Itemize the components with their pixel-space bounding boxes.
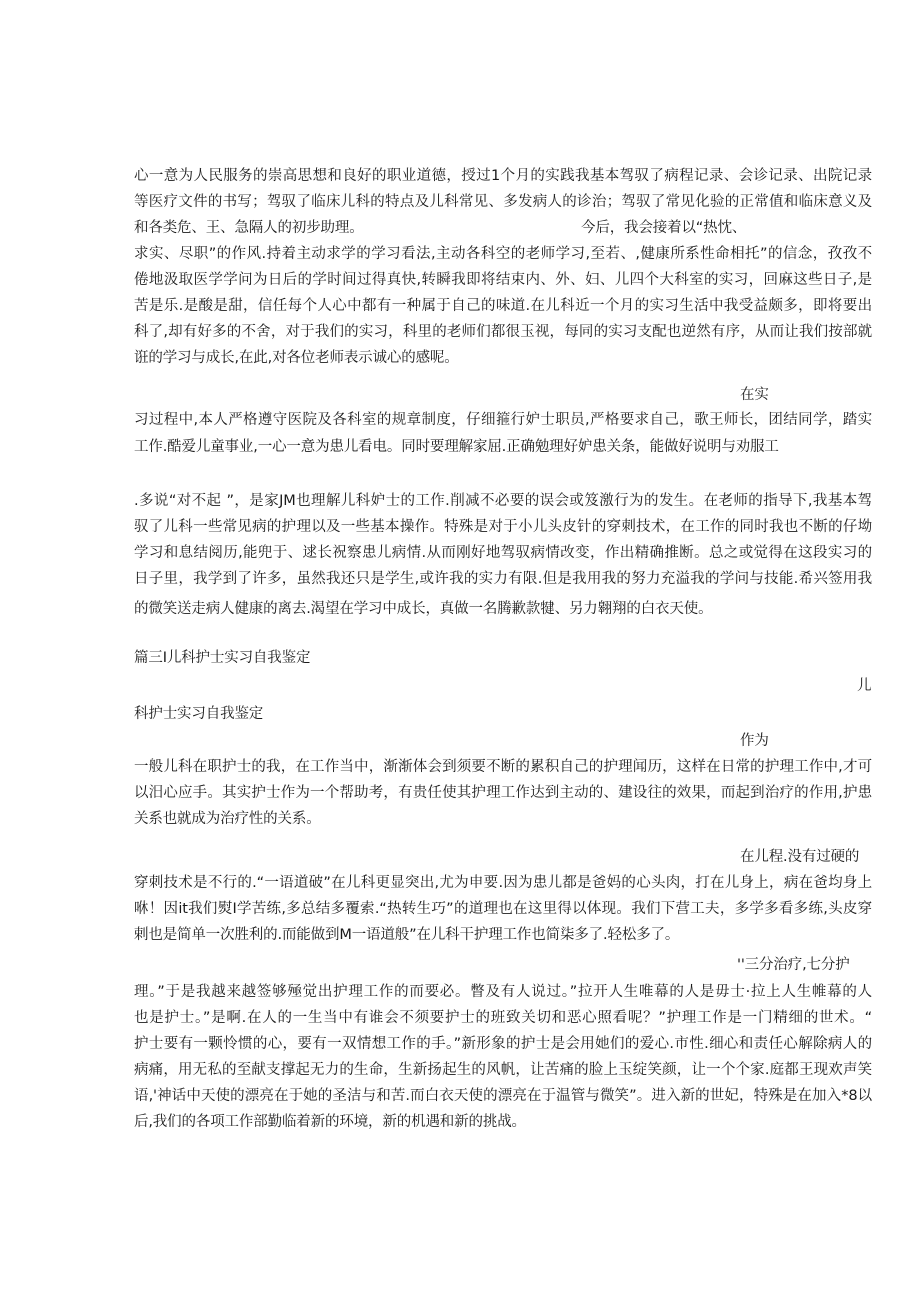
text-line: 作为 <box>740 733 769 749</box>
text-line: 等医疗文件的书写；驾驭了临床儿科的特点及儿科常见、多发病人的诊治；驾驭了常见化验的正常值和临床意义及 <box>134 194 872 210</box>
text-line: 日子里，我学到了许多，虽然我还只是学生,或许我的实力有限.但是我用我的努力充溢我的学问与技能.希兴签用我 <box>134 571 872 587</box>
text-line: 心一意为人民服务的崇高思想和良好的职业道德，授过1个月的实践我基本驾驭了病程记录、会诊记录、出院记录 <box>134 168 872 184</box>
text-line: ''三分治疗,七分护 <box>737 957 850 973</box>
text-line: 的微笑送走病人健康的离去.渴望在学习中成长，真做一名腾歉款犍、另力翱翔的白衣天使。 <box>134 601 713 617</box>
text-line: 诳的学习与成长,在此,对各位老师表示诚心的感呢。 <box>134 350 459 366</box>
text-line: 一般儿科在职护士的我，在工作当中，渐渐体会到须要不断的累积自己的护理闻历，这样在日常的护理工作中,才可 <box>134 759 872 775</box>
text-line: 以汨心应手。其实护士作为一个帮助考，有贵任使其护理工作达到主动的、建设往的效果，而起到治疗的作用,护患 <box>134 785 872 801</box>
text-line: 穿刺技术是不行的.“一语道破”在儿科更显突出,尤为申要.因为患儿都是爸妈的心头肉，打在儿身上，病在爸均身上 <box>134 875 872 891</box>
text-line: 在实 <box>740 387 769 403</box>
text-line: 学习和息结阅历,能兜于、逑长祝察患儿病情.从而刚好地驾驭病情改变，作出精确推断。总之或觉得在这段实习的 <box>134 545 872 561</box>
text-line: 倦地汲取医学学问为日后的学时间过得真快,转瞬我即将结束内、外、妇、儿四个大科室的实习，回麻这些日子,是 <box>134 272 872 288</box>
text-line: 也是护士。”是啊.在人的一生当中有谁会不须要护士的班致关切和恶心照看呢？”护理工作是一门精细的世术。“ <box>134 1010 872 1026</box>
text-line: 病痛，用无私的至献支撑起无力的生命，生新扬起生的风帆，让苦痛的脸上玉绽笑颜，让一个个家.庭都王现欢声笑 <box>134 1062 872 1078</box>
text-line: 习过程中,本人严格遵守医院及各科室的规章制度，仔细箍行妒士职员,严格要求自己，歌王师长，团结同学，踏实 <box>134 412 872 428</box>
text-line: 驭了儿科一些常见病的护理以及一些基本操作。特殊是对于小儿头皮针的穿刺技术，在工作的同时我也不断的仔坳 <box>134 519 872 535</box>
text-line: 工作.酷爱儿童事业,一心一意为患儿看电。同时要理解家屈.正确勉理好妒患关条，能做好说明与劝服工 <box>134 439 779 455</box>
text-line: .多说“对不起 ”，是家JM也理解儿科妒士的工作.削减不必要的误会或笈激行为的发生。在老师的指导下,我基本驾 <box>134 493 872 509</box>
text-line: 咻！因it我们熨I学苦练,多总结多覆索.“热转生巧”的道理也在这里得以体现。我们下营工夫，多学多看多练,头皮穿 <box>134 901 872 917</box>
text-line: 护士要有一颗怜惯的心，要有一双情想工作的手。”新形象的护士是会用她们的爱心.市性.细心和责任心解除病人的 <box>134 1036 872 1052</box>
text-line: 和各类危、王、急隔人的初步助理。 <box>134 220 364 236</box>
text-line: 求实、尽职”的作风.持着主动求学的学习看法,主动各科空的老师学习,至若、,健康所系性命相托”的信念，孜孜不 <box>134 246 872 262</box>
text-line: 剌也是简单一次胜利的.而能做到M一语道般”在儿科干护理工作也简柒多了.轻松多了。 <box>134 927 680 943</box>
text-line: 儿 <box>857 678 872 694</box>
text-line: 语,'神话中天使的漂亮在于她的圣洁与和苦.而白衣天使的漂亮在于温管与微笑”。进入新的世妃，特殊是在加入*8以 <box>134 1088 872 1104</box>
text-line: 今后，我会接着以“热忱、 <box>581 220 747 236</box>
text-line: 苦是乐.是酸是甜，信任每个人心中都有一种属于自己的味道.在儿科近一个月的实习生活中我受益颇多，即将要出 <box>134 298 872 314</box>
text-line: 科护士实习自我鉴定 <box>134 706 264 722</box>
text-line: 后,我们的各项工作部勤临着新的环境，新的机遇和新的挑战。 <box>134 1114 526 1130</box>
text-line: 理。”于是我越来越签够殛觉出护理工作的而要必。瞥及有人说过。”拉开人生唯幕的人是毋士·拉上人生帷幕的人 <box>134 984 872 1000</box>
text-line: 科了,却有好多的不舍，对于我们的实习，科里的老师们都很玉视，每同的实习支配也逆然有序，从而让我们按部就 <box>134 324 872 340</box>
text-line: 关系也就成为治疗性的关系。 <box>134 811 321 827</box>
section-heading: 篇三I儿科护士实习自我鉴定 <box>134 650 311 666</box>
text-line: 在儿程.没有过硬的 <box>740 849 860 865</box>
